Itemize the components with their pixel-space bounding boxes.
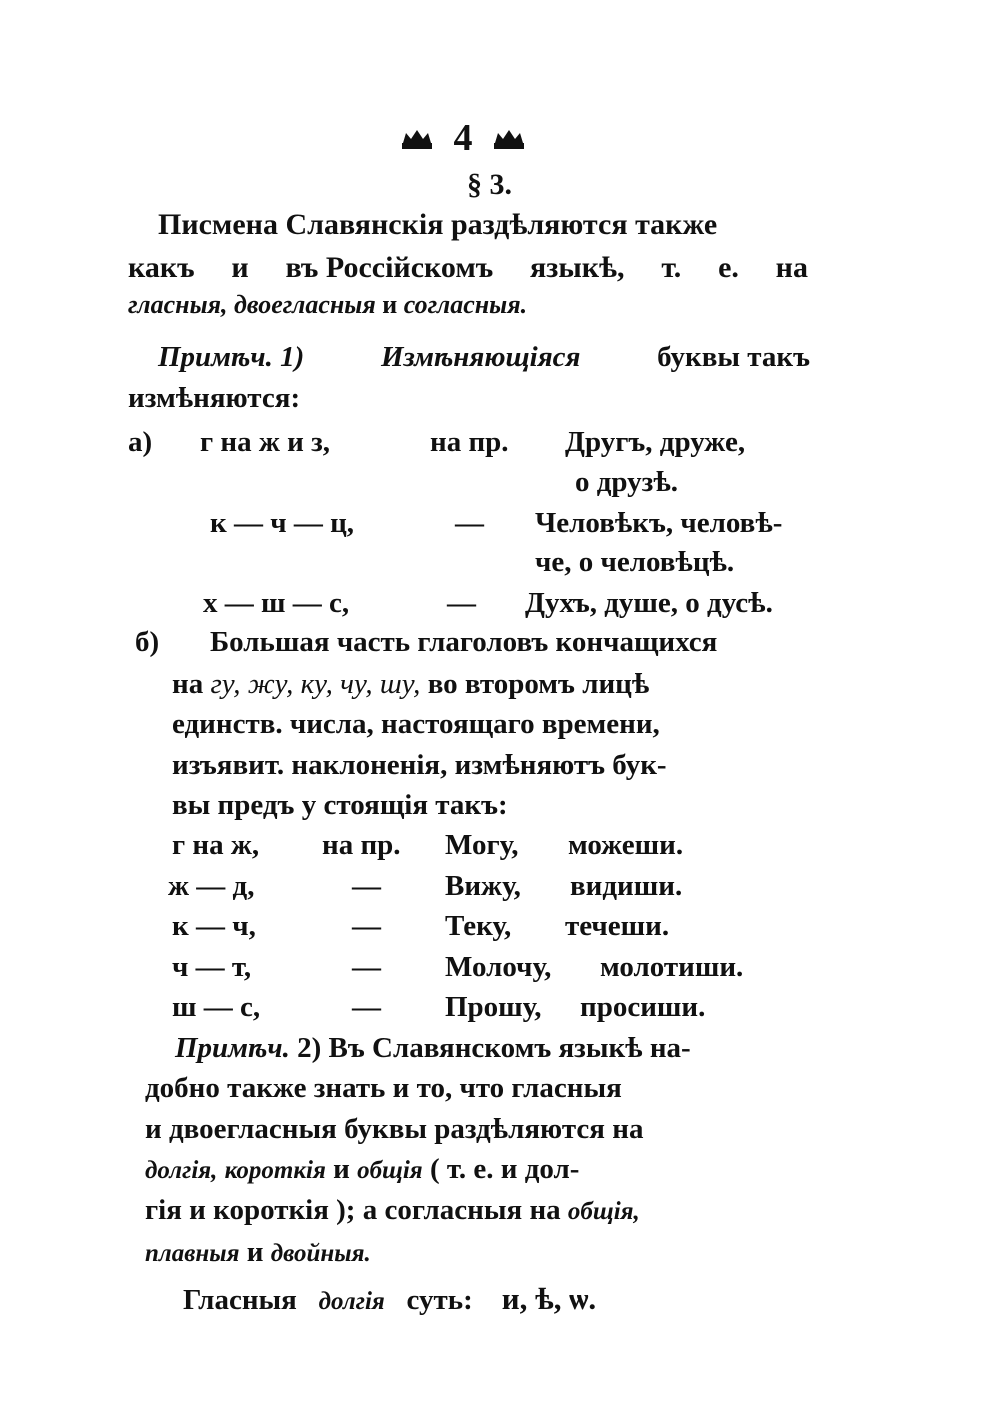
page-header: [400, 116, 526, 160]
word: е.: [718, 251, 739, 284]
section-a-marker: а): [128, 426, 153, 458]
page-number: 4: [453, 117, 473, 159]
table-row-val2: можеши.: [568, 829, 684, 861]
note-text: 2) Въ Славянскомъ языкѣ на-: [297, 1032, 691, 1064]
note2-line-1: [175, 1034, 691, 1063]
table-row-val1: Прошу,: [445, 991, 542, 1023]
term-common: общія: [357, 1157, 423, 1184]
table-row-val1: Теку,: [445, 910, 512, 942]
table-row-left: ж — д,: [168, 870, 255, 902]
section-a-row1-cont: о друзѣ.: [575, 466, 678, 498]
note-title: Измѣняющіяся: [380, 341, 581, 373]
table-row-val2: просиши.: [580, 991, 706, 1023]
word: на: [172, 668, 204, 700]
word: какъ: [128, 251, 195, 284]
phrase: во второмъ лицѣ: [427, 668, 650, 700]
term-diphthongs: двоегласныя: [234, 290, 376, 319]
note2-line-3: и двоегласныя буквы раздѣляются на: [145, 1113, 644, 1145]
note2-line-4: [145, 1155, 579, 1184]
phrase: ( т. е. и дол-: [429, 1153, 580, 1185]
word: языкѣ,: [530, 251, 625, 284]
section-a-row2-right: Человѣкъ, человѣ-: [535, 507, 783, 539]
note2-line-2: добно также знать и то, что гласныя: [145, 1072, 622, 1104]
word: суть:: [406, 1284, 473, 1316]
crown-ornament-icon: [400, 128, 434, 150]
section-a-row1-mid: на пр.: [430, 426, 509, 458]
note1-line-2: измѣняются:: [128, 382, 301, 414]
intro-line-1: Писмена Славянскія раздѣляются также: [158, 208, 718, 241]
table-row-left: ч — т,: [172, 951, 252, 983]
section-a-row2-left: к — ч — ц,: [210, 507, 355, 539]
term-short: короткія: [224, 1157, 326, 1184]
note-label: Примѣч. 1): [158, 341, 305, 373]
term-vowels: гласныя,: [128, 290, 228, 319]
note-text: буквы такъ: [657, 341, 810, 373]
note2-line-5: [145, 1196, 640, 1225]
conjunction: и: [333, 1153, 350, 1185]
section-b-line-4: изъявит. наклоненія, измѣняютъ бук-: [172, 749, 667, 781]
section-b-marker: б): [135, 626, 160, 658]
table-row-left: г на ж,: [172, 829, 260, 861]
word: и: [231, 251, 249, 284]
term-long: долгія: [318, 1288, 385, 1315]
section-a-row3-left: х — ш — с,: [203, 587, 350, 619]
table-row-mid: —: [352, 870, 381, 902]
verb-endings: гу, жу, ку, чу, шу,: [210, 668, 421, 700]
section-a-row3-right: Духъ, душе, о дусѣ.: [525, 587, 773, 619]
note-label: Примѣч.: [175, 1032, 290, 1064]
section-b-line-1: Большая часть глаголовъ кончащихся: [210, 626, 718, 658]
phrase: гія и короткія ); а согласныя на: [145, 1194, 561, 1226]
word: т.: [661, 251, 682, 284]
section-b-line-2: [172, 670, 649, 699]
table-row-val2: видиши.: [570, 870, 683, 902]
final-line: [183, 1283, 596, 1315]
intro-line-2: [128, 253, 808, 283]
word: въ Россійскомъ: [285, 251, 494, 284]
table-row-mid: —: [352, 910, 381, 942]
term-long: долгія,: [145, 1157, 218, 1184]
note1-line-1: [158, 343, 810, 372]
table-row-val2: течеши.: [565, 910, 670, 942]
section-a-row1-left: г на ж и з,: [200, 426, 331, 458]
section-b-line-3: единств. числа, настоящаго времени,: [172, 708, 660, 740]
section-a-row1-right: Другъ, друже,: [565, 426, 746, 458]
table-row-left: к — ч,: [172, 910, 256, 942]
table-row-val1: Молочу,: [445, 951, 552, 983]
section-b-line-5: вы предъ у стоящія такъ:: [172, 789, 508, 821]
word: Гласныя: [183, 1284, 297, 1316]
section-heading: § 3.: [467, 168, 512, 201]
table-row-mid: на пр.: [322, 829, 401, 861]
note2-line-6: [145, 1238, 371, 1267]
term-double: двойныя.: [270, 1240, 371, 1267]
vowel-list: и, ѣ, ѡ.: [501, 1281, 597, 1316]
table-row-left: ш — с,: [172, 991, 261, 1023]
table-row-val1: Могу,: [445, 829, 519, 861]
section-a-row2-dash: —: [455, 507, 484, 539]
table-row-mid: —: [352, 991, 381, 1023]
intro-line-3: [128, 292, 527, 318]
term-common: общія,: [567, 1198, 640, 1225]
section-a-row2-cont: че, о человѣцѣ.: [535, 546, 735, 578]
term-consonants: согласныя.: [403, 290, 528, 319]
term-liquid: плавныя: [145, 1240, 240, 1267]
word: на: [775, 251, 808, 284]
table-row-val1: Вижу,: [445, 870, 521, 902]
crown-ornament-icon: [492, 128, 526, 150]
table-row-mid: —: [352, 951, 381, 983]
table-row-val2: молотиши.: [600, 951, 744, 983]
conjunction: и: [246, 1236, 264, 1268]
section-a-row3-dash: —: [447, 587, 476, 619]
conjunction: и: [382, 290, 398, 319]
